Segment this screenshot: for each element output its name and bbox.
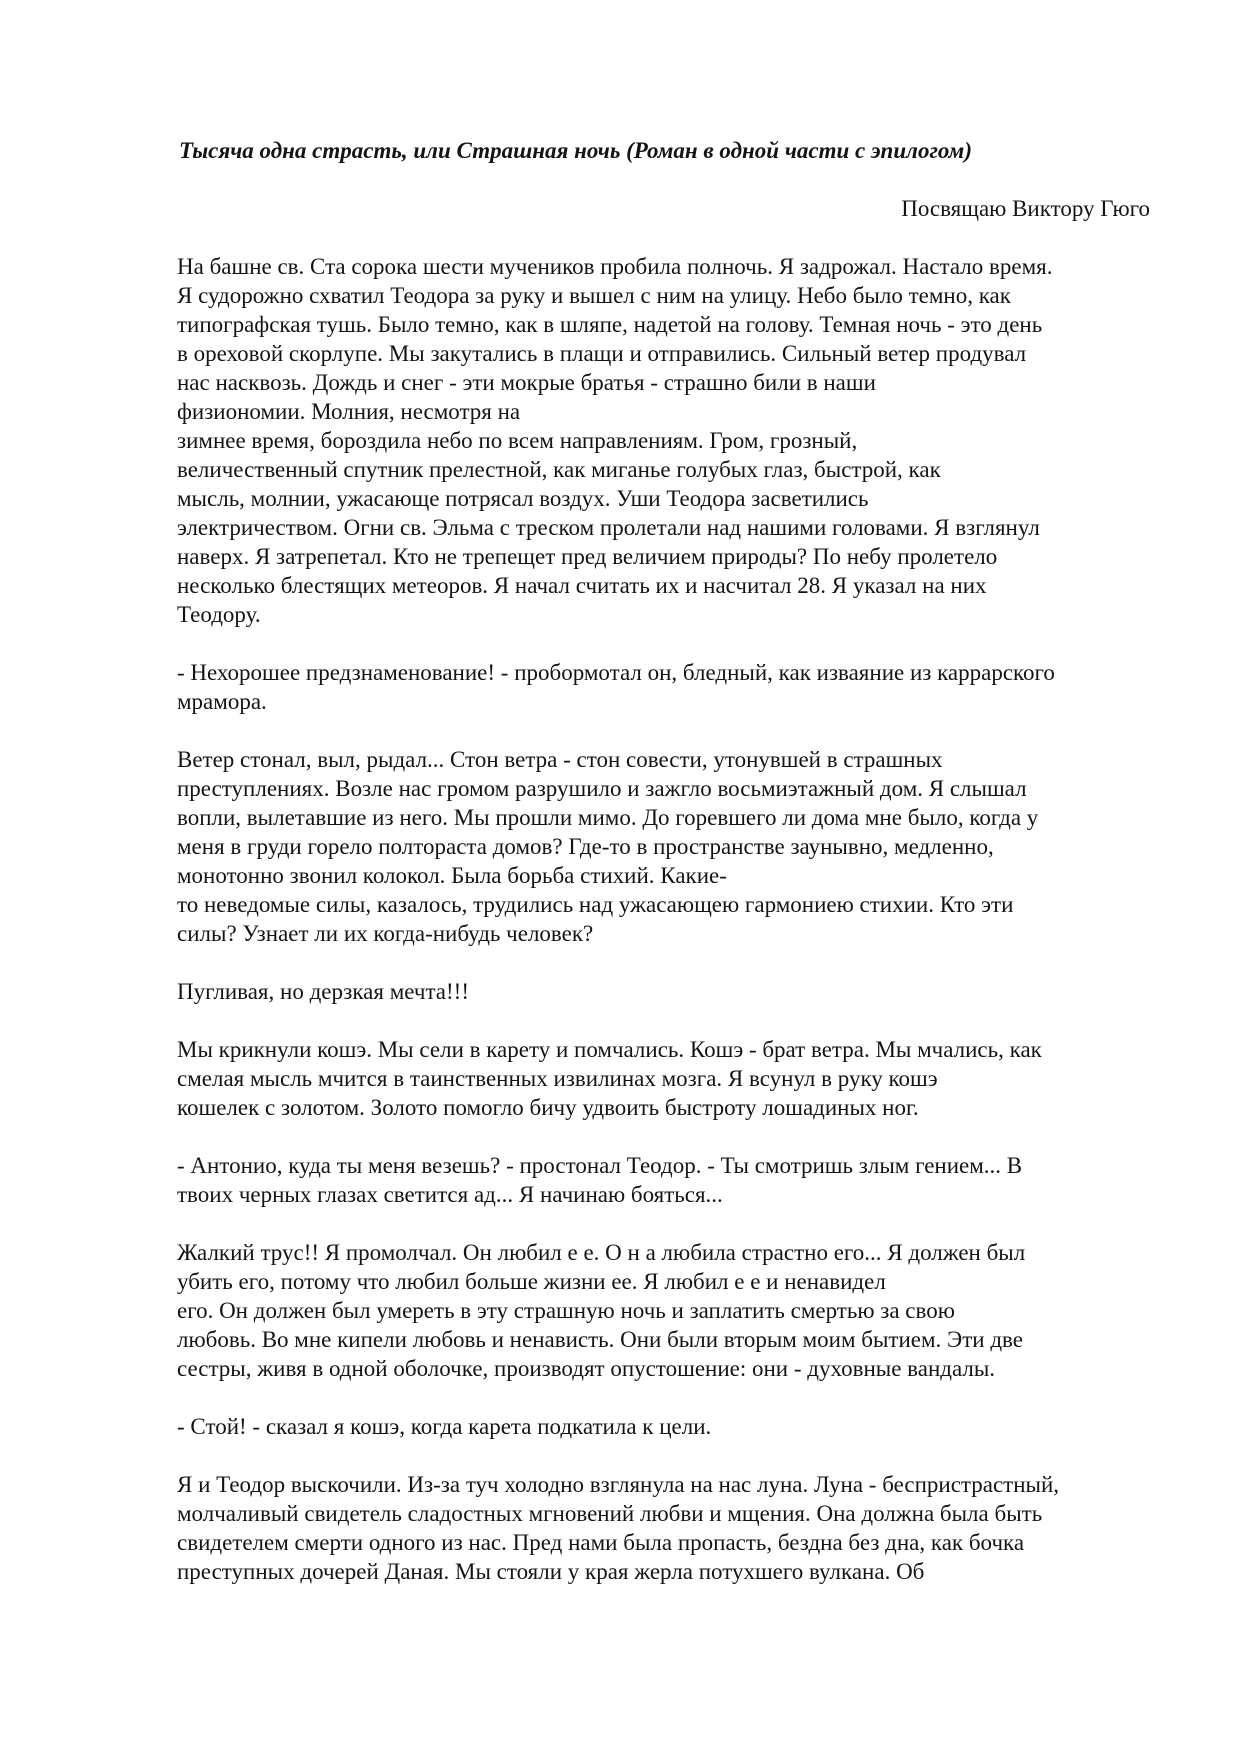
text-line: нас насквозь. Дождь и снег - эти мокрые братья - страшно били в наши bbox=[177, 370, 876, 395]
text-line: На башне св. Ста сорока шести мучеников пробила полночь. Я задрожал. Настало время. bbox=[177, 254, 1053, 279]
paragraph-9 bbox=[177, 1470, 1157, 1586]
text-line: мрамора. bbox=[177, 689, 267, 714]
text-line: электричеством. Огни св. Эльма с треском пролетали над нашими головами. Я взглянул bbox=[177, 515, 1040, 540]
text-line: его. Он должен был умереть в эту страшную ночь и заплатить смертью за свою bbox=[177, 1298, 955, 1323]
spacer bbox=[177, 1122, 1157, 1151]
spacer bbox=[177, 1209, 1157, 1238]
text-line: смелая мысль мчится в таинственных извилинах мозга. Я всунул в руку кошэ bbox=[177, 1066, 938, 1091]
spacer bbox=[177, 223, 1157, 252]
text-line: величественный спутник прелестной, как миганье голубых глаз, быстрой, как bbox=[177, 457, 941, 482]
text-line: меня в груди горело полтораста домов? Где-то в пространстве заунывно, медленно, bbox=[177, 834, 994, 859]
text-line: несколько блестящих метеоров. Я начал считать их и насчитал 28. Я указал на них bbox=[177, 573, 987, 598]
paragraph-4 bbox=[177, 977, 1157, 1006]
paragraph-8 bbox=[177, 1412, 1157, 1441]
spacer bbox=[177, 1383, 1157, 1412]
text-line: Теодору. bbox=[177, 602, 261, 627]
text-line: преступных дочерей Даная. Мы стояли у края жерла потухшего вулкана. Об bbox=[177, 1559, 925, 1584]
spacer bbox=[177, 1006, 1157, 1035]
text-line: Ветер стонал, выл, рыдал... Стон ветра - стон совести, утонувшей в страшных bbox=[177, 747, 943, 772]
spacer bbox=[177, 1441, 1157, 1470]
text-line: Жалкий трус!! Я промолчал. Он любил е е. О н а любила страстно его... Я должен был bbox=[177, 1240, 1026, 1265]
text-line: силы? Узнает ли их когда-нибудь человек? bbox=[177, 921, 594, 946]
text-line: свидетелем смерти одного из нас. Пред нами была пропасть, бездна без дна, как бочка bbox=[177, 1530, 1025, 1555]
text-line: зимнее время, бороздила небо по всем направлениям. Гром, грозный, bbox=[177, 428, 858, 453]
text-line: Я судорожно схватил Теодора за руку и вышел с ним на улицу. Небо было темно, как bbox=[177, 283, 1011, 308]
text-line: вопли, вылетавшие из него. Мы прошли мимо. До горевшего ли дома мне было, когда у bbox=[177, 805, 1039, 830]
paragraph-2 bbox=[177, 658, 1157, 716]
text-line: кошелек с золотом. Золото помогло бичу удвоить быстроту лошадиных ног. bbox=[177, 1095, 919, 1120]
text-line: сестры, живя в одной оболочке, производят опустошение: они - духовные вандалы. bbox=[177, 1356, 996, 1381]
document-body bbox=[177, 136, 1157, 1586]
text-line: Пугливая, но дерзкая мечта!!! bbox=[177, 979, 469, 1004]
paragraph-3 bbox=[177, 745, 1157, 948]
text-line: любовь. Во мне кипели любовь и ненависть. Они были вторым моим бытием. Эти две bbox=[177, 1327, 1023, 1352]
paragraph-6 bbox=[177, 1151, 1157, 1209]
text-line: монотонно звонил колокол. Была борьба стихий. Какие- bbox=[177, 863, 727, 888]
paragraph-7 bbox=[177, 1238, 1157, 1383]
document-title: Тысяча одна страсть, или Страшная ночь (Роман в одной части с эпилогом) bbox=[179, 138, 972, 163]
text-line: убить его, потому что любил больше жизни ее. Я любил е е и ненавидел bbox=[177, 1269, 886, 1294]
dedication: Посвящаю Виктору Гюго bbox=[901, 196, 1150, 221]
text-line: то неведомые силы, казалось, трудились над ужасающею гармониею стихии. Кто эти bbox=[177, 892, 1014, 917]
text-line: молчаливый свидетель сладостных мгновений любви и мщения. Она должна была быть bbox=[177, 1501, 1043, 1526]
text-line: в ореховой скорлупе. Мы закутались в плащи и отправились. Сильный ветер продувал bbox=[177, 341, 1027, 366]
text-line: физиономии. Молния, несмотря на bbox=[177, 399, 521, 424]
text-line: наверх. Я затрепетал. Кто не трепещет пред величием природы? По небу пролетело bbox=[177, 544, 998, 569]
text-line: - Нехорошее предзнаменование! - пробормотал он, бледный, как изваяние из каррарского bbox=[177, 660, 1055, 685]
text-line: типографская тушь. Было темно, как в шляпе, надетой на голову. Темная ночь - это день bbox=[177, 312, 1043, 337]
text-line: преступлениях. Возле нас громом разрушило и зажгло восьмиэтажный дом. Я слышал bbox=[177, 776, 1027, 801]
paragraph-1 bbox=[177, 252, 1157, 629]
text-line: Я и Теодор выскочили. Из-за туч холодно взглянула на нас луна. Луна - беспристрастный, bbox=[177, 1472, 1060, 1497]
spacer bbox=[177, 629, 1157, 658]
text-line: мысль, молнии, ужасающе потрясал воздух. Уши Теодора засветились bbox=[177, 486, 869, 511]
spacer bbox=[177, 948, 1157, 977]
spacer bbox=[177, 165, 1157, 194]
paragraph-5 bbox=[177, 1035, 1157, 1122]
text-line: твоих черных глазах светится ад... Я начинаю бояться... bbox=[177, 1182, 723, 1207]
text-line: - Стой! - сказал я кошэ, когда карета подкатила к цели. bbox=[177, 1414, 712, 1439]
spacer bbox=[177, 716, 1157, 745]
text-line: - Антонио, куда ты меня везешь? - простонал Теодор. - Ты смотришь злым гением... В bbox=[177, 1153, 1023, 1178]
text-line: Мы крикнули кошэ. Мы сели в карету и помчались. Кошэ - брат ветра. Мы мчались, как bbox=[177, 1037, 1042, 1062]
